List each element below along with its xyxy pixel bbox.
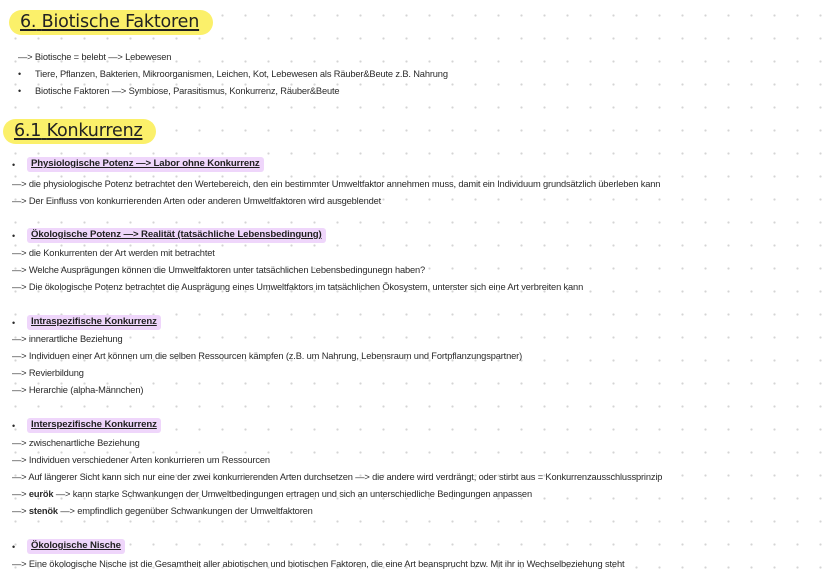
arrow-text: —> xyxy=(12,506,29,516)
bullet-icon: • xyxy=(18,69,22,79)
subheading-physiologische-potenz xyxy=(27,157,264,172)
bullet-icon: • xyxy=(18,86,22,96)
subheading-interspezifische-konkurrenz xyxy=(27,418,161,433)
heading-number: 6. xyxy=(20,12,37,32)
text-line: —> Individuen einer Art können um die selben Ressourcen kämpfen (z.B. um Nahrung, Lebensraum und Fortpflanzungspartner) xyxy=(12,351,523,361)
text-line: —> Eine ökologische Nische ist die Gesamtheit aller abiotischen und biotischen Faktoren, die eine Art beansprucht bzw. Mit ihr in Wechselbeziehung steht xyxy=(12,559,625,569)
text-line: —> Revierbildung xyxy=(12,368,84,378)
list-item: Biotische Faktoren —> Symbiose, Parasitismus, Konkurrenz, Räuber&Beute xyxy=(35,86,340,96)
heading-konkurrenz xyxy=(3,119,156,144)
subheading-text: Intraspezifische Konkurrenz xyxy=(31,316,157,327)
text-line: —> Individuen verschiedener Arten konkurrieren um Ressourcen xyxy=(12,455,270,465)
subheading-text: Physiologische Potenz —> Labor ohne Konkurrenz xyxy=(31,158,260,169)
text-line: —> innerartliche Beziehung xyxy=(12,334,123,344)
text-line-stenoek xyxy=(12,505,313,517)
keyword-euroek: eurök xyxy=(28,489,54,499)
text-line: —> Biotische = belebt —> Lebewesen xyxy=(18,52,172,62)
arrow-text: —> xyxy=(12,489,29,499)
subheading-text: Interspezifische Konkurrenz xyxy=(31,419,157,430)
heading-highlight xyxy=(3,119,156,144)
subheading-oekologische-nische xyxy=(27,539,125,554)
heading-highlight xyxy=(9,10,213,35)
subheading-oekologische-potenz xyxy=(27,228,326,243)
bullet-icon: • xyxy=(12,421,16,431)
text-line: —> zwischenartliche Beziehung xyxy=(12,438,140,448)
bullet-icon: • xyxy=(12,231,16,241)
keyword-stenoek: stenök xyxy=(28,506,58,516)
text-line: —> Der Einfluss von konkurrierenden Arten oder anderen Umweltfaktoren wird ausgeblendet xyxy=(12,196,382,206)
text-line: —> die physiologische Potenz betrachtet den Wertebereich, den ein bestimmter Umweltfaktor annehmen muss, damit ein Individuum grundsätzlich überleben kann xyxy=(12,179,661,189)
text-line: —> Auf längerer Sicht kann sich nur eine der zwei konkurrierenden Arten durchsetzen —> die andere wird verdrängt, oder stirbt aus = Konkurrenzausschlussprinzip xyxy=(12,472,663,482)
bullet-icon: • xyxy=(12,542,16,552)
heading-title: Biotische Faktoren xyxy=(41,12,200,32)
definition-text: —> empfindlich gegenüber Schwankungen der Umweltfaktoren xyxy=(57,506,313,516)
text-line: —> Welche Ausprägungen können die Umweltfaktoren unter tatsächlichen Lebensbedingunegn haben? xyxy=(12,265,426,275)
heading-title: Konkurrenz xyxy=(46,121,143,141)
bullet-icon: • xyxy=(12,160,16,170)
heading-biotische-faktoren xyxy=(9,10,213,35)
list-item: Tiere, Pflanzen, Bakterien, Mikroorganismen, Leichen, Kot, Lebewesen als Räuber&Beute z.B. Nahrung xyxy=(35,69,448,79)
text-line: —> die Konkurrenten der Art werden mit betrachtet xyxy=(12,248,215,258)
heading-number: 6.1 xyxy=(14,121,42,141)
text-line-euroek xyxy=(12,488,532,500)
text-line: —> Die ökologische Potenz betrachtet die Ausprägung eines Umweltfaktors im tatsächlichen Ökosystem, unterster sich eine Art verbreiten kann xyxy=(12,282,584,292)
subheading-intraspezifische-konkurrenz xyxy=(27,315,161,330)
bullet-icon: • xyxy=(12,318,16,328)
subheading-text: Ökologische Potenz —> Realität (tatsächliche Lebensbedingung) xyxy=(31,229,322,240)
subheading-text: Ökologische Nische xyxy=(31,540,121,551)
text-line: —> Herarchie (alpha-Männchen) xyxy=(12,385,144,395)
definition-text: —> kann starke Schwankungen der Umweltbedingungen ertragen und sich an unterschiedliche Bedingungen anpassen xyxy=(53,489,532,499)
